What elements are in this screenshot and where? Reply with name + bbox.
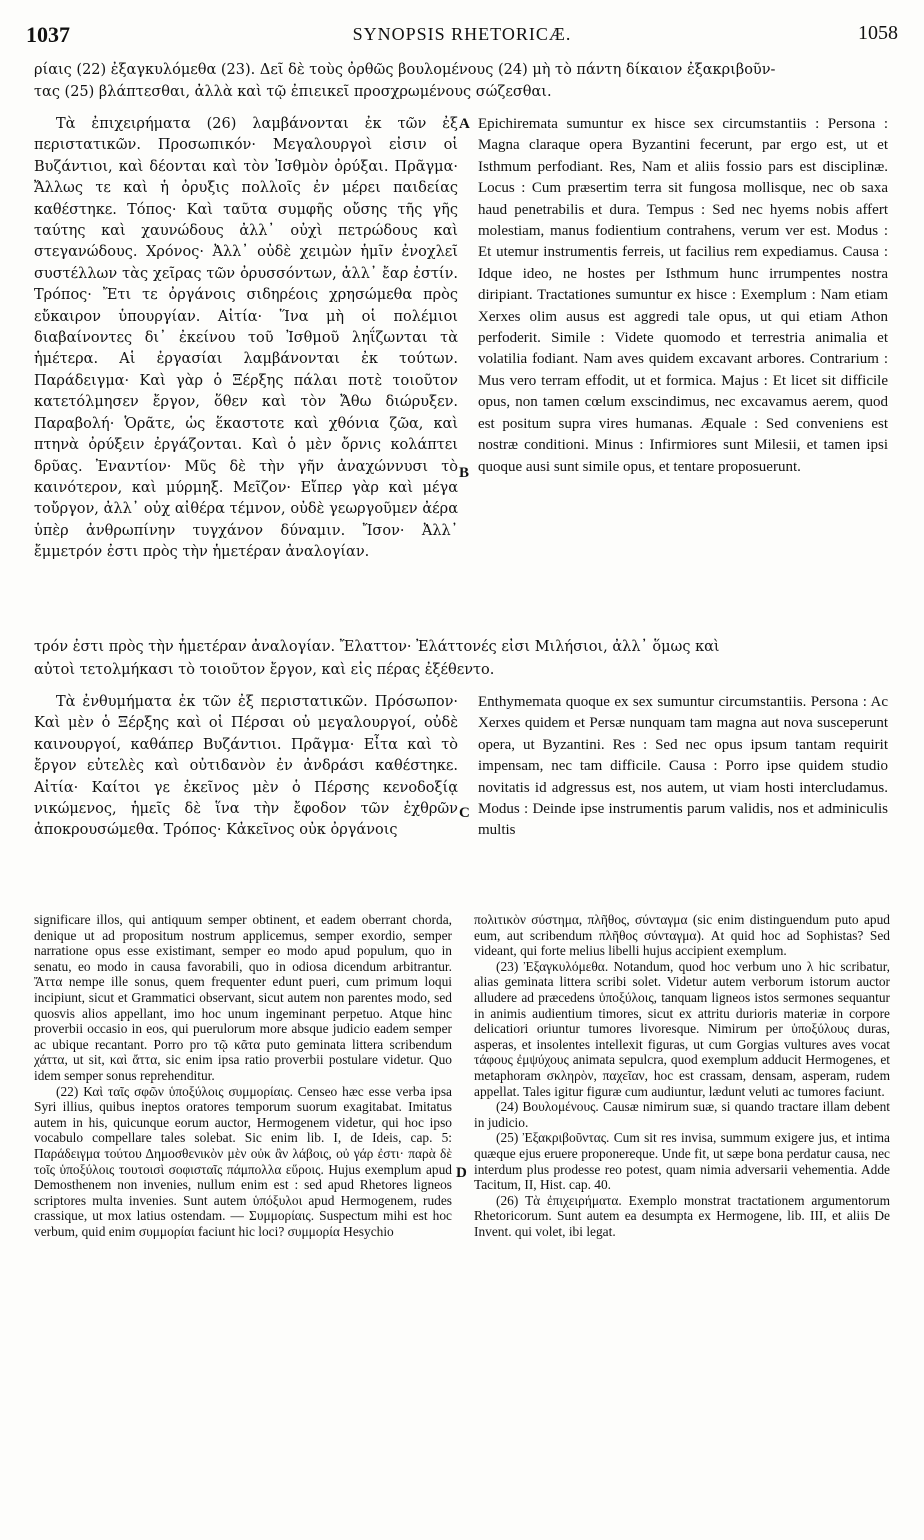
page-number-right: 1058: [858, 22, 898, 44]
footnote-22: (22) Καὶ ταῖς σφῶν ὑποξύλοις συμμορίαις. Censeo hæc esse verba ipsa Syri illius, quibus ineptos oratores temporum suorum exagitabat. Imitatus autem in his, quicunque eorum auctor, Hermogenem videtur, qui hoc ipso vocabulo compellare tales solebat. Sic enim lib. I, de Ideis, cap. 5: Παράδειγμα τούτου Δημοσθενικὸν μὲν οὐκ ἂν λάβοις, οὐ γάρ ἐστι· παρὰ δὲ τοῖς ὑποξύλοις τουτοισὶ σοφισταῖς πάμπολλα εὕροις. Hujus exemplum apud Demosthenem non invenies, nullum enim est : sed apud Rhetores ligneos scriptores multa invenies. Sunt autem ὑπόξυλοι apud Hermogenem, rudes crassique, ut mox latius ostendam. — Συμμορίαις. Suspectum mihi est hoc verbum, quid enim συμμορίαι faciunt hic loci? συμμορία Hesychio: [34, 1083, 452, 1239]
footnote-23: (23) Ἐξαγκυλόμεθα. Notandum, quod hoc verbum uno λ hic scribatur, alias geminata littera scribi solet. Videtur autem verborum istorum auctor alludere ad præcedens ὑποξύλοις, tanquam ligneos istos sermones sequantur in animis audientium timores, sicut ex attritu durioris materiæ in corpore delicatiori oriuntur tumores livoresque. Nimirum per ὑποξύλους duras, asperas, et insolentes intellexit figuras, ut cum Gorgias vultures aves vocat τάφους ἐμψύχους animata sepulcra, quod exemplum adducit Hermogenes, et metaphoram σκληρὸν, παχεῖαν, hoc est crassam, densam, asperam, rudem appellat. Tales igitur figuræ cum audiuntur, lædunt veluti ac tumores faciunt.: [474, 958, 890, 1099]
section1-latin-text: Epichiremata sumuntur ex hisce sex circumstantiis : Persona : Magna claraque opera Byzantini fecerunt, par ergo est, ut et Isthmum perfodiant. Res, Nam et aliis fossio pars est disciplinæ. Locus : Cum præsertim terra sit fungosa mollisque, nec ob saxa haud penetrabilis et dura. Tempus : Sed nec hyems nobis affert molestiam, manus fodientium contrahens, verum ver est. Modus : Et utemur instrumentis ferreis, ut facilius rem expediamus. Causa : Idque ideo, ne hostes per Isthmum hunc irrumpentes nostra diripiant. Tractationes sumuntur ex hisce : Exemplum : Nam etiam Xerxes olim ausus est aggredi tale opus, ut qui etiam Athon perfoderit. Simile : Videte quomodo et terrestria animalia et volatilia fodiant. Nam aves quidem excavant arbores. Contrarium : Mus vero terram effodit, ut et formica. Majus : Et licet sit difficile opus, non tamen cœlum exscindimus, nec excavamus aerem, quod est positum supra vires humanas. Æquale : Sed conveniens est nostræ conditioni. Minus : Infirmiores sunt Milesii, et tamen ipsi quoque ausi sunt simile opus, et tentare proposuerunt.: [478, 116, 888, 475]
page-header: [26, 22, 898, 50]
section2-latin-text: Enthymemata quoque ex sex sumuntur circumstantiis. Persona : Ac Xerxes quidem et Persæ nunquam tam magna aut nova susceperunt opera, ut Byzantini. Res : Sed nec opus ipsum tantam requirit impensam, nec tam difficile. Causa : Porro ipse quidem studio novitatis id adgressus est, nos autem, ut viam hosti intercludamus. Modus : Deinde ipse instrumentis parum validis, nos et adminiculis multis: [478, 694, 888, 839]
margin-marker-d: D: [456, 1165, 467, 1181]
top-line-2: τας (25) βλάπτεσθαι, ἀλλὰ καὶ τῷ ἐπιεικεῖ προσχρωμένους σώζεσθαι.: [34, 84, 552, 100]
margin-marker-b: B: [459, 465, 470, 481]
footnotes-left-column: [34, 912, 452, 1524]
top-line-1: ρίαις (22) ἐξαγκυλόμεθα (23). Δεῖ δὲ τοὺς ὀρθῶς βουλομένους (24) μὴ τὸ πάντη δίκαιον ἐξακριβοῦν-: [34, 62, 776, 78]
running-title: SYNOPSIS RHETORICÆ.: [352, 24, 572, 44]
footnote-24: (24) Βουλομένους. Causæ nimirum suæ, si quando tractare illam debent in judicio.: [474, 1099, 890, 1130]
section1-greek-text: Τὰ ἐπιχειρήματα (26) λαμβάνονται ἐκ τῶν ἐξ περιστατικῶν. Προσωπικόν· Μεγαλουργοὶ εἰσιν οἱ Βυζάντιοι, καὶ δέονται καὶ τὸν Ἰσθμὸν ὀρύξαι. Πρᾶγμα· Ἄλλως τε καὶ ἡ ὀρυξις πολλοῖς ἐν μέρει παιδείας καθέστηκε. Τόπος· Καὶ ταῦτα συμφῆς οὔσης τῆς γῆς ταύτης καὶ χαυνώδους ἀλλ᾽ οὐχὶ πετρώδους καὶ στεγανώδους. Χρόνος· Ἀλλ᾽ οὐδὲ χειμὼν ἡμῖν ἐνοχλεῖ συστέλλων τὰς χεῖρας τῶν ὀρυσσόντων, ἀλλ᾽ ἔαρ ἐστίν. Τρόπος· Ἔτι τε ὀργάνοις σιδηρέοις χρησώμεθα πρὸς εὔκαιρον ὑπουργίαν. Αἰτία· Ἵνα μὴ οἱ πολέμιοι διαβαίνοντες δι᾽ ἐκείνου τοῦ Ἰσθμοῦ ληΐζωνται τὰ ἡμέτερα. Αἱ ἐργασίαι λαμβάνονται ἐκ τούτων. Παράδειγμα· Καὶ γὰρ ὁ Ξέρξης πάλαι ποτὲ τοιοῦτον κατετόλμησεν ἔργον, ὅθεν καὶ τὸν Ἄθω διώρυξεν. Παραβολή· Ὁρᾶτε, ὡς ἕκαστοτε καὶ χθόνια ζῶα, καὶ πτηνὰ ὀρύξειν ἐργάζονται. Καὶ ὁ μὲν ὄρνις κολάπτει δρῦας. Ἐναντίον· Μῦς δὲ τὴν γῆν ἀναχώννυσι τὸ καινότερον, καὶ μύρμηξ. Μεῖζον· Εἴπερ γὰρ καὶ μέγα τοὔργον, ἀλλ᾽ οὐχ αἰθέρα τέμνον, οὐδὲ γεωργοῦμεν ἀέρα ὑπὲρ ἀνθρωπίνην τυγχάνον δύναμιν. Ἴσον· Ἀλλ᾽ ἔμμετρόν ἐστι πρὸς τὴν ἡμετέραν ἀναλογίαν.: [34, 116, 458, 561]
section2-greek-text: Τὰ ἐνθυμήματα ἐκ τῶν ἐξ περιστατικῶν. Πρόσωπον· Καὶ μὲν ὁ Ξέρξης καὶ οἱ Πέρσαι οὐ μεγαλουργοί, οὐδὲ καινουργοί, καθάπερ Βυζάντιοι. Πρᾶγμα· Εἶτα καὶ τὸ ἔργον εὐτελὲς καὶ οὐτιδανὸν ἐν ἀνδράσι καθέστηκε. Αἰτία· Καίτοι γε ἐκεῖνος μὲν ὁ Πέρσης κενοδοξίᾳ νικώμενος, ἡμεῖς δὲ ἵνα τὴν ἔφοδον τῶν ἐχθρῶν ἀποκρουσώμεθα. Τρόπος· Κἀκεῖνος οὐκ ὀργάνοις: [34, 694, 458, 839]
footnote-right-continuation: πολιτικὸν σύστημα, πλῆθος, σύνταγμα (sic enim distinguendum puto apud eum, aut scribendum πλῆθος σύνταγμα). At quid hoc ad Sophistas? Sed videant, qui forte melius libelli hujus accipient exemplum.: [474, 912, 890, 959]
section2-latin-column: [478, 692, 888, 887]
page-number-left: 1037: [26, 22, 70, 47]
footnote-26: (26) Τὰ ἐπιχειρήματα. Exemplo monstrat tractationem argumentorum Rhetoricorum. Sunt autem ea desumpta ex Hermogene, lib. III, et aliis De Invent. qui volet, ibi legat.: [474, 1192, 890, 1239]
margin-marker-a: A: [459, 116, 470, 132]
margin-marker-c: C: [459, 805, 470, 821]
section1-tail-line-1: τρόν ἐστι πρὸς τὴν ἡμετέραν ἀναλογίαν. Ἔλαττον· Ἐλάττονές εἰσι Μιλήσιοι, ἀλλ᾽ ὅμως καὶ: [34, 639, 720, 655]
section1-latin-column: [478, 114, 888, 633]
footnotes-right-column: [474, 912, 890, 1524]
section1-greek-column: [34, 114, 458, 633]
section2-greek-column: [34, 692, 458, 887]
section1-tail-line-2: αὐτοὶ τετολμήκασι τὸ τοιοῦτον ἔργον, καὶ εἰς πέρας ἐξέθεντο.: [34, 662, 495, 678]
footnote-left-1: significare illos, qui antiquum semper obtinent, et eadem oberrant chorda, denique ut ad propositum nostrum applicemus, semper exordio, semper narratione opus esse existimant, semper eo modo apud populum, quo in senatu, eo modo in causa favorabili, quo in odiosa dicendum arbitrantur. Ἄττα nempe ille sonus, quem frequenter edunt pueri, cum primum loqui incipiunt, sicut et Grammatici observant, sicut autem non parentes modo, sed quosvis alios appellant, imo hoc unum ingeminant perpetuo. Atque hinc proverbii occasio in eos, qui puerulorum more absque judicio eadem semper ac ubique recantant. Porro pro τῷ κᾶτα puto geminata littera scribendum χάττα, ut sit, καὶ ἄττα, sic enim ipsa ratio proverbii postulare videtur. Quo idem semper sonus reprehenditur.: [34, 912, 452, 1083]
footnote-25: (25) Ἐξακριβοῦντας. Cum sit res invisa, summum exigere jus, et intima quæque ejus eruere proponereque. Unde fit, ut sæpe bona perdatur causa, nec interdum plus prodesse reo potest, quam nimia adversarii vehementia. Adde Tacitum, II, Hist. cap. 40.: [474, 1130, 890, 1193]
